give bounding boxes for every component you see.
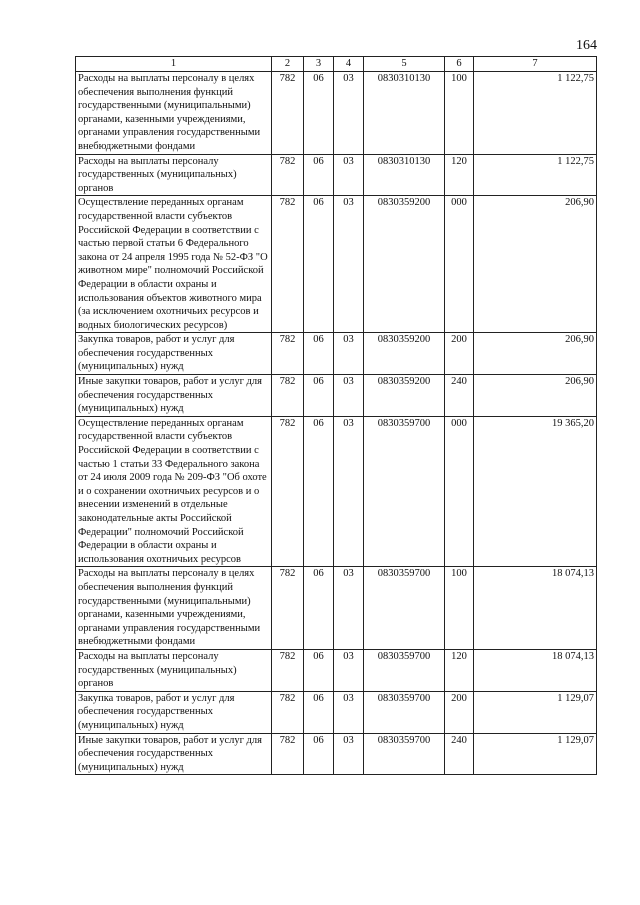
row-name: Расходы на выплаты персоналу в целях обеспечения выполнения функций государственными (муниципальными) органами, казенными учреждениями, органами управления государственными внебюджетными фондами [76,567,272,650]
row-target-article-code: 0830359700 [364,691,445,733]
row-target-article-code: 0830359700 [364,733,445,775]
row-expense-type-code: 100 [445,72,474,155]
table-row [76,333,597,375]
row-expense-type-code: 240 [445,733,474,775]
row-amount: 1 122,75 [474,154,597,196]
row-amount: 206,90 [474,333,597,375]
row-ministry-code: 782 [272,691,304,733]
page-number: 164 [576,38,597,53]
column-header-5: 5 [364,57,445,72]
column-header-2: 2 [272,57,304,72]
table-body [76,72,597,775]
row-section-code: 06 [304,649,334,691]
row-ministry-code: 782 [272,649,304,691]
row-ministry-code: 782 [272,416,304,567]
row-section-code: 06 [304,567,334,650]
table-row [76,72,597,155]
row-name: Расходы на выплаты персоналу в целях обеспечения выполнения функций государственными (муниципальными) органами, казенными учреждениями, органами управления государственными внебюджетными фондами [76,72,272,155]
row-target-article-code: 0830359200 [364,333,445,375]
budget-table [75,56,597,775]
row-target-article-code: 0830359700 [364,567,445,650]
table-row [76,733,597,775]
row-expense-type-code: 200 [445,691,474,733]
row-name: Осуществление переданных органам государственной власти субъектов Российской Федерации в соответствии с частью первой статьи 6 Федерального закона от 24 апреля 1995 года № 52-ФЗ "О животном мире" полномочий Российской Федерации в области охраны и использования объектов животного мира (за исключением охотничьих ресурсов и водных биологических ресурсов) [76,196,272,333]
row-name: Иные закупки товаров, работ и услуг для обеспечения государственных (муниципальных) нужд [76,733,272,775]
row-subsection-code: 03 [334,649,364,691]
table-row [76,416,597,567]
row-section-code: 06 [304,333,334,375]
row-section-code: 06 [304,72,334,155]
row-target-article-code: 0830359700 [364,649,445,691]
column-header-3: 3 [304,57,334,72]
row-amount: 206,90 [474,196,597,333]
row-name: Закупка товаров, работ и услуг для обеспечения государственных (муниципальных) нужд [76,333,272,375]
row-section-code: 06 [304,691,334,733]
row-amount: 206,90 [474,375,597,417]
row-expense-type-code: 120 [445,649,474,691]
row-target-article-code: 0830359700 [364,416,445,567]
row-name: Закупка товаров, работ и услуг для обеспечения государственных (муниципальных) нужд [76,691,272,733]
row-amount: 18 074,13 [474,649,597,691]
table-row [76,154,597,196]
row-expense-type-code: 200 [445,333,474,375]
table-row [76,196,597,333]
row-ministry-code: 782 [272,72,304,155]
column-header-4: 4 [334,57,364,72]
row-expense-type-code: 240 [445,375,474,417]
row-ministry-code: 782 [272,333,304,375]
row-section-code: 06 [304,196,334,333]
row-target-article-code: 0830359200 [364,196,445,333]
row-subsection-code: 03 [334,567,364,650]
row-ministry-code: 782 [272,196,304,333]
row-expense-type-code: 100 [445,567,474,650]
table-row [76,567,597,650]
row-target-article-code: 0830310130 [364,154,445,196]
row-name: Осуществление переданных органам государственной власти субъектов Российской Федерации в соответствии с частью 1 статьи 33 Федерального закона от 24 июля 2009 года № 209-ФЗ "Об охоте и о сохранении охотничьих ресурсов и о внесении изменений в отдельные законодательные акты Российской Федерации" полномочий Российской Федерации в области охраны и использования охотничьих ресурсов [76,416,272,567]
column-header-6: 6 [445,57,474,72]
row-subsection-code: 03 [334,196,364,333]
row-section-code: 06 [304,416,334,567]
row-ministry-code: 782 [272,567,304,650]
row-expense-type-code: 000 [445,196,474,333]
row-amount: 18 074,13 [474,567,597,650]
row-subsection-code: 03 [334,72,364,155]
row-subsection-code: 03 [334,691,364,733]
row-amount: 1 129,07 [474,691,597,733]
row-ministry-code: 782 [272,733,304,775]
row-amount: 19 365,20 [474,416,597,567]
row-section-code: 06 [304,154,334,196]
row-name: Иные закупки товаров, работ и услуг для обеспечения государственных (муниципальных) нужд [76,375,272,417]
row-amount: 1 129,07 [474,733,597,775]
row-subsection-code: 03 [334,733,364,775]
table-row [76,375,597,417]
row-section-code: 06 [304,375,334,417]
row-name: Расходы на выплаты персоналу государственных (муниципальных) органов [76,154,272,196]
row-expense-type-code: 120 [445,154,474,196]
row-name: Расходы на выплаты персоналу государственных (муниципальных) органов [76,649,272,691]
row-ministry-code: 782 [272,154,304,196]
row-subsection-code: 03 [334,375,364,417]
row-subsection-code: 03 [334,333,364,375]
column-header-1: 1 [76,57,272,72]
header-row [76,57,597,72]
table-row [76,649,597,691]
column-header-7: 7 [474,57,597,72]
row-target-article-code: 0830310130 [364,72,445,155]
table-row [76,691,597,733]
row-subsection-code: 03 [334,416,364,567]
row-expense-type-code: 000 [445,416,474,567]
row-amount: 1 122,75 [474,72,597,155]
row-ministry-code: 782 [272,375,304,417]
row-target-article-code: 0830359200 [364,375,445,417]
row-section-code: 06 [304,733,334,775]
row-subsection-code: 03 [334,154,364,196]
